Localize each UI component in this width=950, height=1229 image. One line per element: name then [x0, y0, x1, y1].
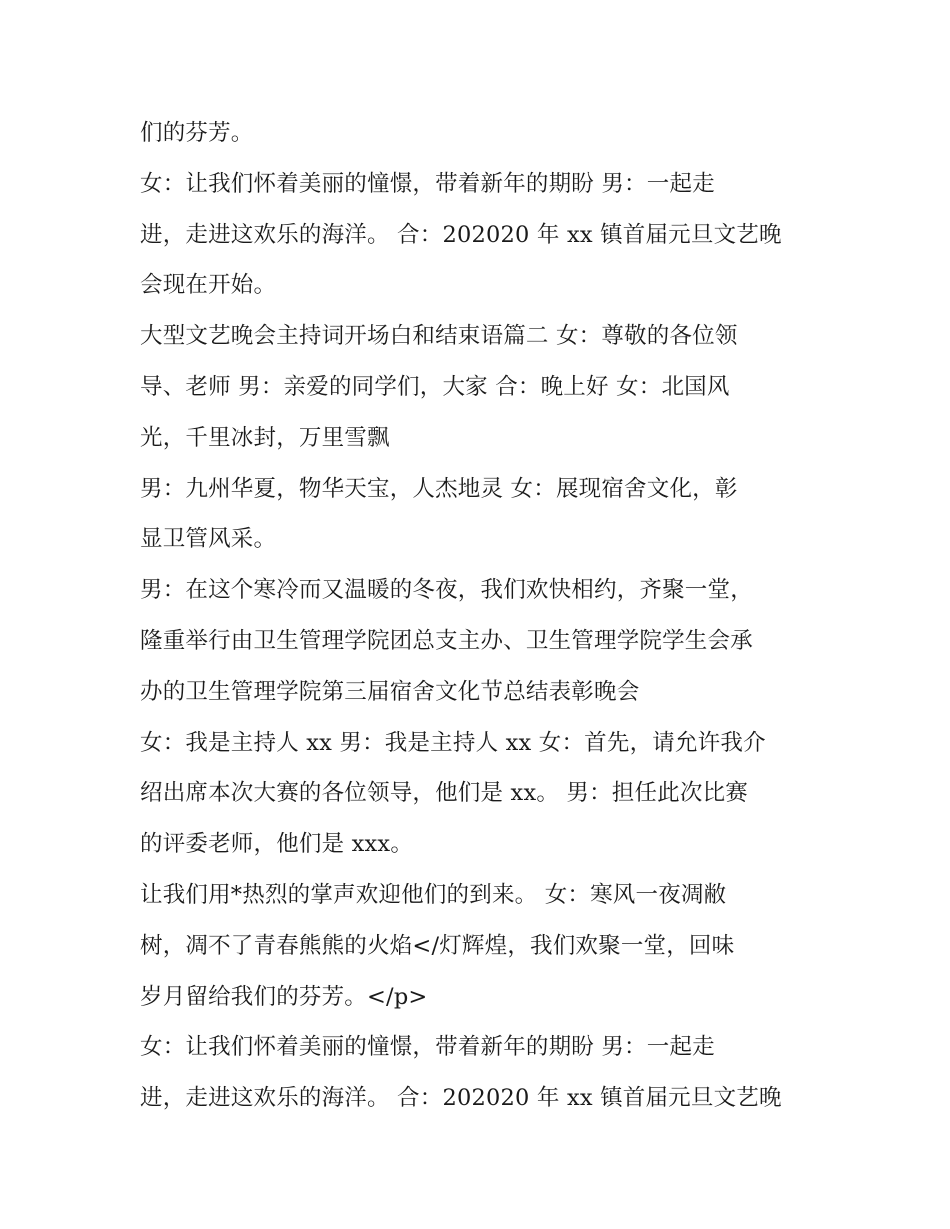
text-line: 们的芬芳。	[140, 120, 254, 146]
document-body	[140, 108, 820, 1124]
text-line: 女：我是主持人 xx 男：我是主持人 xx 女：首先，请允许我介	[140, 729, 766, 756]
text-line: 会现在开始。	[140, 272, 277, 299]
text-line: 进，走进这欢乐的海洋。 合：202020 年 xx 镇首届元旦文艺晚	[140, 221, 782, 248]
text-line: 导、老师 男：亲爱的同学们，大家 合：晚上好 女：北国风	[140, 373, 730, 400]
text-line: 树，凋不了青春熊熊的火焰</灯辉煌，我们欢聚一堂，回味	[140, 932, 735, 959]
text-line: 男：九州华夏，物华天宝，人杰地灵 女：展现宿舍文化，彰	[140, 475, 738, 502]
text-line: 女：让我们怀着美丽的憧憬，带着新年的期盼 男：一起走	[140, 1034, 715, 1061]
text-line: 让我们用*热烈的掌声欢迎他们的到来。 女：寒风一夜凋敝	[140, 881, 727, 908]
text-line: 岁月留给我们的芬芳。</p>	[140, 983, 428, 1010]
text-line: 隆重举行由卫生管理学院团总支主办、卫生管理学院学生会承	[140, 627, 753, 654]
text-line: 大型文艺晚会主持词开场白和结束语篇二 女：尊敬的各位领	[140, 323, 738, 350]
text-line: 显卫管风采。	[140, 526, 277, 553]
text-line: 办的卫生管理学院第三届宿舍文化节总结表彰晚会	[140, 678, 640, 705]
text-line: 光，千里冰封，万里雪飘	[140, 424, 390, 451]
text-line: 的评委老师，他们是 xxx。	[140, 831, 414, 858]
text-line: 女：让我们怀着美丽的憧憬，带着新年的期盼 男：一起走	[140, 170, 715, 197]
text-line: 男：在这个寒冷而又温暖的冬夜，我们欢快相约，齐聚一堂，	[140, 577, 753, 604]
text-line: 进，走进这欢乐的海洋。 合：202020 年 xx 镇首届元旦文艺晚	[140, 1085, 782, 1112]
text-line: 绍出席本次大赛的各位领导，他们是 xx。 男：担任此次比赛	[140, 780, 748, 807]
